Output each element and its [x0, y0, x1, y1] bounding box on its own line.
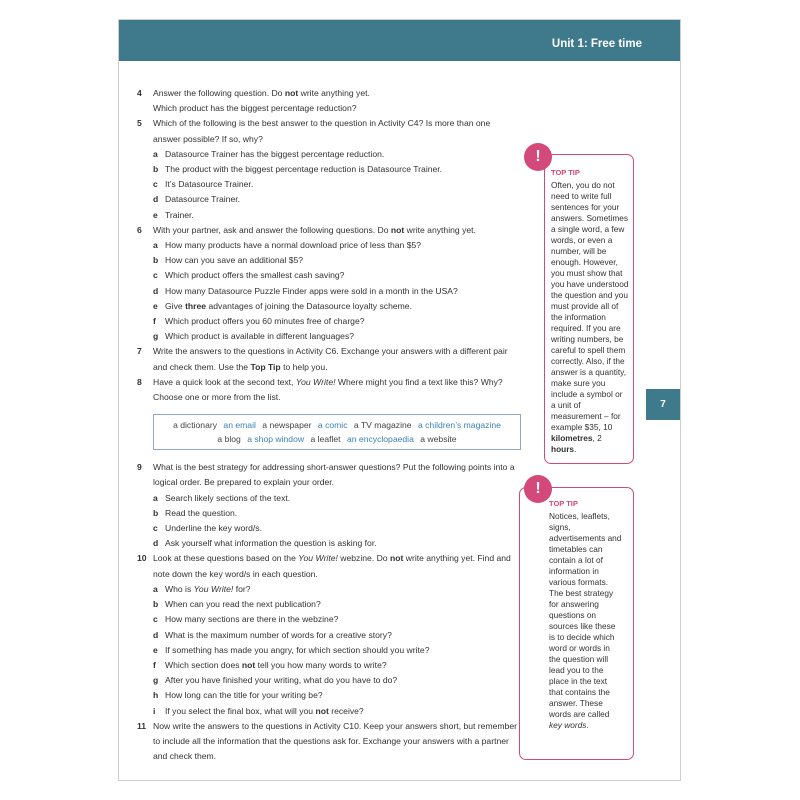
strategy-step — [137, 506, 517, 521]
top-tip-text: Notices, leaflets, signs, advertisements and timetables can contain a lot of information in various formats. The best strategy for answering questions on sources like these is to decide which word or words in the question will lead you to the place in the text that contains the answer. These words are called — [549, 511, 622, 719]
emphasis: key words — [549, 720, 587, 730]
option-text: What is the maximum number of words for a creative story? — [165, 629, 392, 640]
strategy-step — [137, 536, 517, 551]
question-text: Where might you find a text like this? Why? Choose one or more from the list. — [153, 376, 503, 403]
top-tip-content — [549, 498, 623, 731]
activity-list — [137, 86, 517, 764]
strategy-step — [137, 491, 517, 506]
option-text: When can you read the next publication? — [165, 599, 321, 610]
question-10 — [137, 551, 517, 581]
question-11 — [137, 719, 517, 765]
strategy-step — [137, 521, 517, 536]
question-number: 9 — [137, 462, 142, 473]
option-text: tell you how many words to write? — [255, 659, 387, 670]
option-letter: e — [153, 644, 158, 655]
question-text: write anything yet. Find and note down the key word/s in each question. — [153, 553, 511, 579]
answer-option — [137, 177, 517, 192]
option-text: How many Datasource Puzzle Finder apps were sold in a month in the USA? — [165, 285, 458, 296]
emphasis: not — [284, 88, 299, 98]
option-text: Datasource Trainer. — [165, 194, 240, 205]
option-text: It’s Datasource Trainer. — [165, 179, 254, 190]
question-text: webzine. Do — [337, 553, 390, 564]
option-letter: b — [153, 164, 159, 175]
question-text: write anything yet. — [298, 88, 370, 98]
question-text: Now write the answers to the questions in Activity C10. Keep your answers short, but remember to include all the information that the questions ask for. Exchange your answers with a partner and check them. — [153, 720, 517, 762]
option-text: Search likely sections of the text. — [165, 492, 291, 503]
word-option: a comic — [317, 420, 348, 431]
option-letter: d — [153, 629, 159, 640]
top-tip-title: TOP TIP — [549, 499, 578, 508]
option-text: Read the question. — [165, 507, 238, 518]
option-text: receive? — [328, 705, 364, 716]
option-text: How long can the title for your writing be? — [165, 690, 323, 701]
option-text: Trainer. — [165, 209, 194, 220]
option-text: Give — [165, 300, 186, 311]
option-letter: g — [153, 675, 159, 686]
word-option: a newspaper — [262, 420, 312, 431]
emphasis: kilometres — [551, 433, 593, 443]
sub-question — [137, 329, 517, 344]
option-letter: a — [153, 492, 158, 503]
emphasis: not — [389, 553, 404, 564]
option-letter: b — [153, 599, 159, 610]
question-5 — [137, 116, 517, 146]
emphasis: not — [390, 224, 405, 235]
exclamation-icon: ! — [524, 143, 552, 171]
option-text: Datasource Trainer has the biggest percentage reduction. — [165, 148, 385, 159]
sub-question — [137, 704, 517, 719]
question-number: 4 — [137, 88, 142, 98]
option-letter: b — [153, 255, 159, 266]
option-text: If something has made you angry, for which section should you write? — [165, 644, 430, 655]
option-text: How many sections are there in the webzine? — [165, 614, 339, 625]
question-text: Which product has the biggest percentage reduction? — [153, 103, 357, 114]
answer-option — [137, 192, 517, 207]
question-text: What is the best strategy for addressing short-answer questions? Put the following points into a logical order. Be prepared to explain your order. — [153, 462, 515, 488]
word-option: a blog — [217, 433, 241, 444]
question-4 — [137, 86, 517, 101]
option-letter: h — [153, 690, 159, 701]
word-option: an encyclopaedia — [346, 433, 414, 444]
option-text: How can you save an additional $5? — [165, 255, 304, 266]
question-number: 7 — [137, 346, 142, 357]
question-text: Look at these questions based on the — [153, 553, 299, 564]
word-option: a dictionary — [173, 420, 218, 431]
emphasis: You Write! — [298, 553, 338, 564]
option-letter: c — [153, 614, 158, 625]
emphasis: not — [315, 705, 329, 716]
option-letter: c — [153, 179, 158, 190]
option-text: If you select the final box, what will you — [165, 705, 316, 716]
question-8 — [137, 375, 517, 405]
sub-question — [137, 628, 517, 643]
top-tip-text: Often, you do not need to write full sentences for your answers. Sometimes a single word, a few words, or even a number, will be enough. However, you must show that you have understood the question and you must provide all of the information required. If you are writing numbers, be careful to spell them correctly. Also, if the answer is a quantity, make sure you include a symbol or a unit of measurement – for example $35, 10 — [551, 180, 629, 432]
question-text: With your partner, ask and answer the following questions. Do — [153, 224, 391, 235]
sub-question — [137, 688, 517, 703]
option-text: The product with the biggest percentage reduction is Datasource Trainer. — [165, 164, 443, 175]
emphasis: hours — [551, 444, 575, 454]
sub-question — [137, 597, 517, 612]
emphasis: three — [185, 300, 207, 311]
textbook-page — [119, 20, 680, 780]
exclamation-icon: ! — [524, 475, 552, 503]
option-letter: c — [153, 270, 158, 281]
option-letter: f — [153, 316, 156, 327]
option-text: How many products have a normal download price of less than $5? — [165, 240, 422, 251]
option-letter: e — [153, 209, 158, 220]
question-text: Write the answers to the questions in Activity C6. Exchange your answers with a different pair and check them. Use the — [153, 346, 508, 372]
emphasis: not — [241, 659, 256, 670]
option-letter: b — [153, 507, 159, 518]
question-number: 10 — [137, 553, 147, 564]
option-letter: c — [153, 523, 158, 534]
option-letter: a — [153, 148, 158, 159]
option-letter: g — [153, 331, 159, 342]
question-text: Which of the following is the best answer to the question in Activity C4? Is more than one answer possible? If so, why? — [153, 118, 491, 144]
option-text: advantages of joining the Datasource loyalty scheme. — [206, 300, 412, 311]
unit-header — [119, 20, 680, 61]
question-text: to help you. — [280, 361, 328, 372]
sub-question — [137, 314, 517, 329]
option-letter: a — [153, 583, 158, 594]
option-text: Underline the key word/s. — [165, 523, 262, 534]
option-letter: a — [153, 240, 158, 251]
emphasis: You Write! — [193, 583, 234, 594]
question-number: 8 — [137, 376, 142, 387]
question-4-line2 — [137, 101, 517, 116]
sub-question — [137, 582, 517, 597]
top-tip-title: TOP TIP — [551, 168, 580, 177]
question-7 — [137, 344, 517, 374]
option-text: Ask yourself what information the question is asking for. — [165, 538, 377, 549]
option-letter: e — [153, 300, 158, 311]
emphasis: Top Tip — [250, 361, 281, 372]
sub-question — [137, 253, 517, 268]
question-text: Have a quick look at the second text, — [153, 376, 296, 387]
option-text: Which product offers the smallest cash saving? — [165, 270, 345, 281]
sub-question — [137, 268, 517, 283]
word-option: a shop window — [247, 433, 305, 444]
option-letter: d — [153, 285, 159, 296]
sub-question — [137, 643, 517, 658]
question-6 — [137, 223, 517, 238]
top-tip-box — [544, 154, 634, 464]
option-text: After you have finished your writing, what do you have to do? — [165, 675, 398, 686]
sub-question — [137, 238, 517, 253]
word-option: a children’s magazine — [417, 420, 501, 431]
unit-title: Unit 1: Free time — [551, 38, 642, 50]
word-list-box — [153, 414, 521, 450]
word-option: a TV magazine — [353, 420, 412, 431]
top-tip-text: , 2 — [592, 433, 602, 443]
question-number: 6 — [137, 224, 142, 235]
word-option: an email — [223, 420, 256, 431]
answer-option — [137, 208, 517, 223]
option-letter: f — [153, 659, 156, 670]
option-letter: i — [153, 705, 156, 716]
sub-question — [137, 673, 517, 688]
page-number-tab: 7 — [646, 389, 680, 420]
option-text: Which product is available in different languages? — [165, 331, 355, 342]
top-tip-content — [551, 167, 629, 455]
sub-question — [137, 658, 517, 673]
question-number: 5 — [137, 118, 142, 129]
top-tip-text: . — [574, 444, 577, 454]
option-text: for? — [233, 583, 251, 594]
answer-option — [137, 162, 517, 177]
question-text: write anything yet. — [404, 224, 476, 235]
word-option: a website — [420, 433, 457, 444]
sub-question — [137, 299, 517, 314]
option-letter: d — [153, 538, 159, 549]
option-letter: d — [153, 194, 159, 205]
emphasis: You Write! — [295, 376, 336, 387]
word-option: a leaflet — [310, 433, 341, 444]
option-text: Which section does — [165, 659, 242, 670]
option-text: Who is — [165, 583, 194, 594]
question-text: Answer the following question. Do — [153, 88, 285, 98]
top-tip-text: . — [586, 720, 589, 730]
answer-option — [137, 147, 517, 162]
option-text: Which product offers you 60 minutes free of charge? — [165, 316, 365, 327]
question-number: 11 — [137, 720, 147, 731]
question-9 — [137, 460, 517, 490]
top-tip-box — [519, 487, 634, 760]
sub-question — [137, 612, 517, 627]
sub-question — [137, 284, 517, 299]
